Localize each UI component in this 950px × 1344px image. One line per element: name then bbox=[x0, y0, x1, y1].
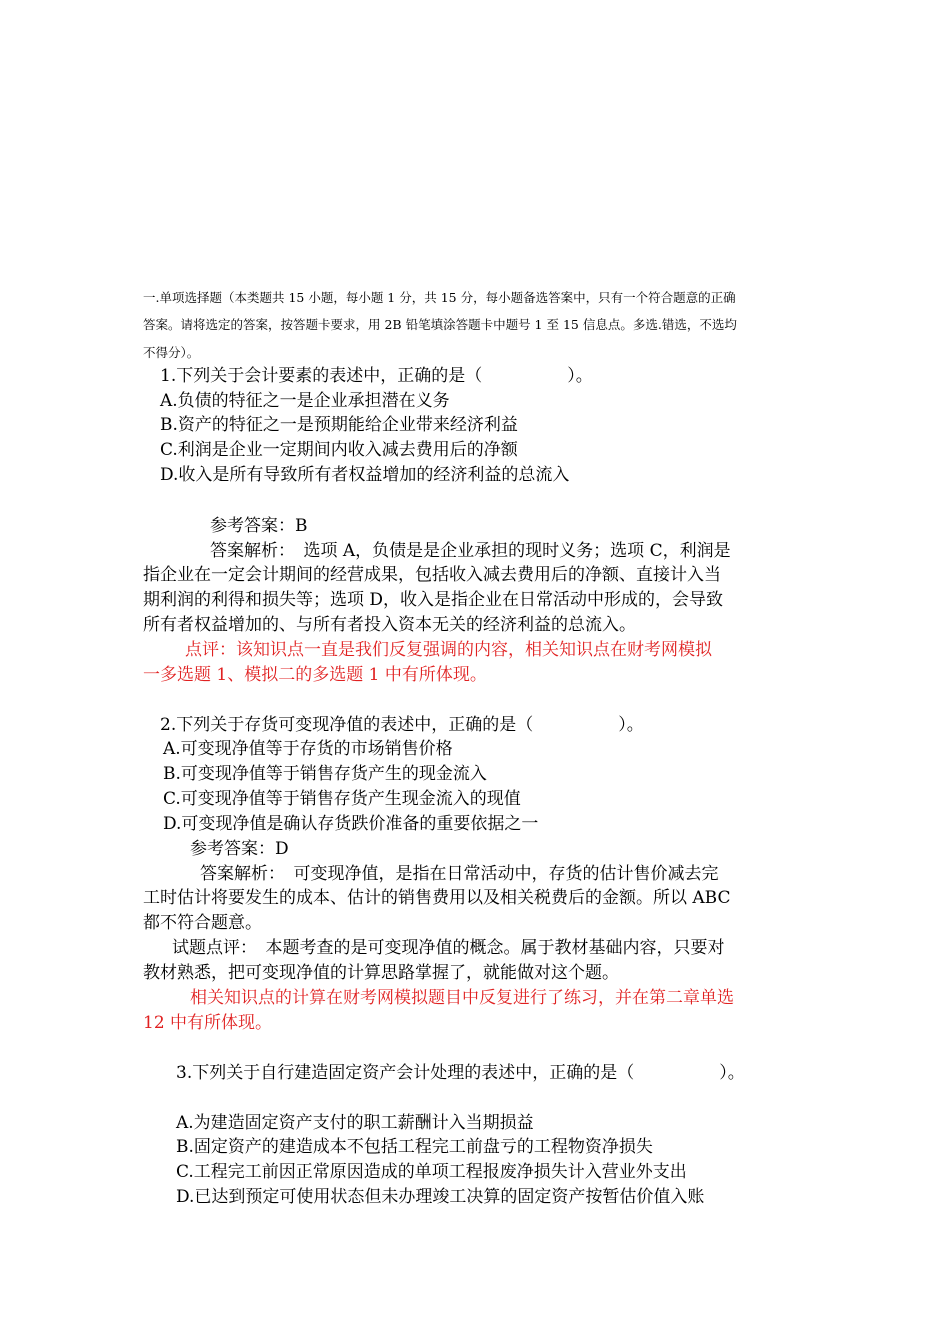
question-1-analysis-line-1: 答案解析： 选项 A，负债是是企业承担的现时义务；选项 C，利润是 bbox=[210, 541, 731, 561]
question-3-option-b: B.固定资产的建造成本不包括工程完工前盘亏的工程物资净损失 bbox=[176, 1137, 653, 1157]
question-2-comment-line-2: 12 中有所体现。 bbox=[143, 1013, 273, 1033]
question-1-analysis-line-4: 所有者权益增加的、与所有者投入资本无关的经济利益的总流入。 bbox=[143, 615, 636, 635]
question-3-option-c: C.工程完工前因正常原因造成的单项工程报废净损失计入营业外支出 bbox=[176, 1162, 687, 1182]
section-intro-line-2: 答案。请将选定的答案，按答题卡要求，用 2B 铅笔填涂答题卡中题号 1 至 15 信息点。多选.错选，不选均 bbox=[143, 317, 737, 332]
question-2-option-b: B.可变现净值等于销售存货产生的现金流入 bbox=[163, 764, 487, 784]
question-2-analysis-line-2: 工时估计将要发生的成本、估计的销售费用以及相关税费后的金额。所以 ABC bbox=[143, 888, 731, 908]
question-3-option-a: A.为建造固定资产支付的职工薪酬计入当期损益 bbox=[176, 1113, 534, 1133]
question-1-option-d: D.收入是所有导致所有者权益增加的经济利益的总流入 bbox=[160, 465, 570, 485]
question-1-answer: 参考答案：B bbox=[210, 516, 308, 536]
question-2-option-d: D.可变现净值是确认存货跌价准备的重要依据之一 bbox=[163, 814, 539, 834]
question-3-option-d: D.已达到预定可使用状态但未办理竣工决算的固定资产按暂估价值入账 bbox=[176, 1187, 705, 1207]
section-intro-line-1: 一.单项选择题（本类题共 15 小题，每小题 1 分，共 15 分，每小题备选答案中，只有一个符合题意的正确 bbox=[143, 290, 736, 305]
question-2-option-a: A.可变现净值等于存货的市场销售价格 bbox=[163, 739, 453, 759]
question-2-analysis-line-1: 答案解析： 可变现净值，是指在日常活动中，存货的估计售价减去完 bbox=[200, 864, 719, 884]
question-2-review-line-2: 教材熟悉，把可变现净值的计算思路掌握了，就能做对这个题。 bbox=[143, 963, 619, 983]
question-2-answer: 参考答案：D bbox=[190, 839, 289, 859]
question-2-option-c: C.可变现净值等于销售存货产生现金流入的现值 bbox=[163, 789, 521, 809]
question-1-stem: 1.下列关于会计要素的表述中，正确的是（ ）。 bbox=[160, 366, 593, 386]
question-2-review-line-1: 试题点评： 本题考查的是可变现净值的概念。属于教材基础内容，只要对 bbox=[172, 938, 725, 958]
question-1-analysis-line-3: 期利润的利得和损失等；选项 D，收入是指企业在日常活动中形成的，会导致 bbox=[143, 590, 724, 610]
question-1-option-c: C.利润是企业一定期间内收入减去费用后的净额 bbox=[160, 440, 518, 460]
question-2-analysis-line-3: 都不符合题意。 bbox=[143, 913, 262, 933]
question-2-comment-line-1: 相关知识点的计算在财考网模拟题目中反复进行了练习，并在第二章单选 bbox=[190, 988, 734, 1008]
question-3-stem: 3.下列关于自行建造固定资产会计处理的表述中，正确的是（ ）。 bbox=[176, 1063, 745, 1083]
section-intro-line-3: 不得分）。 bbox=[143, 345, 200, 360]
question-1-comment-line-2: 一多选题 1、模拟二的多选题 1 中有所体现。 bbox=[143, 665, 487, 685]
question-1-option-b: B.资产的特征之一是预期能给企业带来经济利益 bbox=[160, 415, 518, 435]
question-1-option-a: A.负债的特征之一是企业承担潜在义务 bbox=[160, 391, 450, 411]
question-2-stem: 2.下列关于存货可变现净值的表述中，正确的是（ ）。 bbox=[160, 715, 644, 735]
question-1-comment-line-1: 点评：该知识点一直是我们反复强调的内容，相关知识点在财考网模拟 bbox=[185, 640, 712, 660]
question-1-analysis-line-2: 指企业在一定会计期间的经营成果，包括收入减去费用后的净额、直接计入当 bbox=[143, 565, 721, 585]
